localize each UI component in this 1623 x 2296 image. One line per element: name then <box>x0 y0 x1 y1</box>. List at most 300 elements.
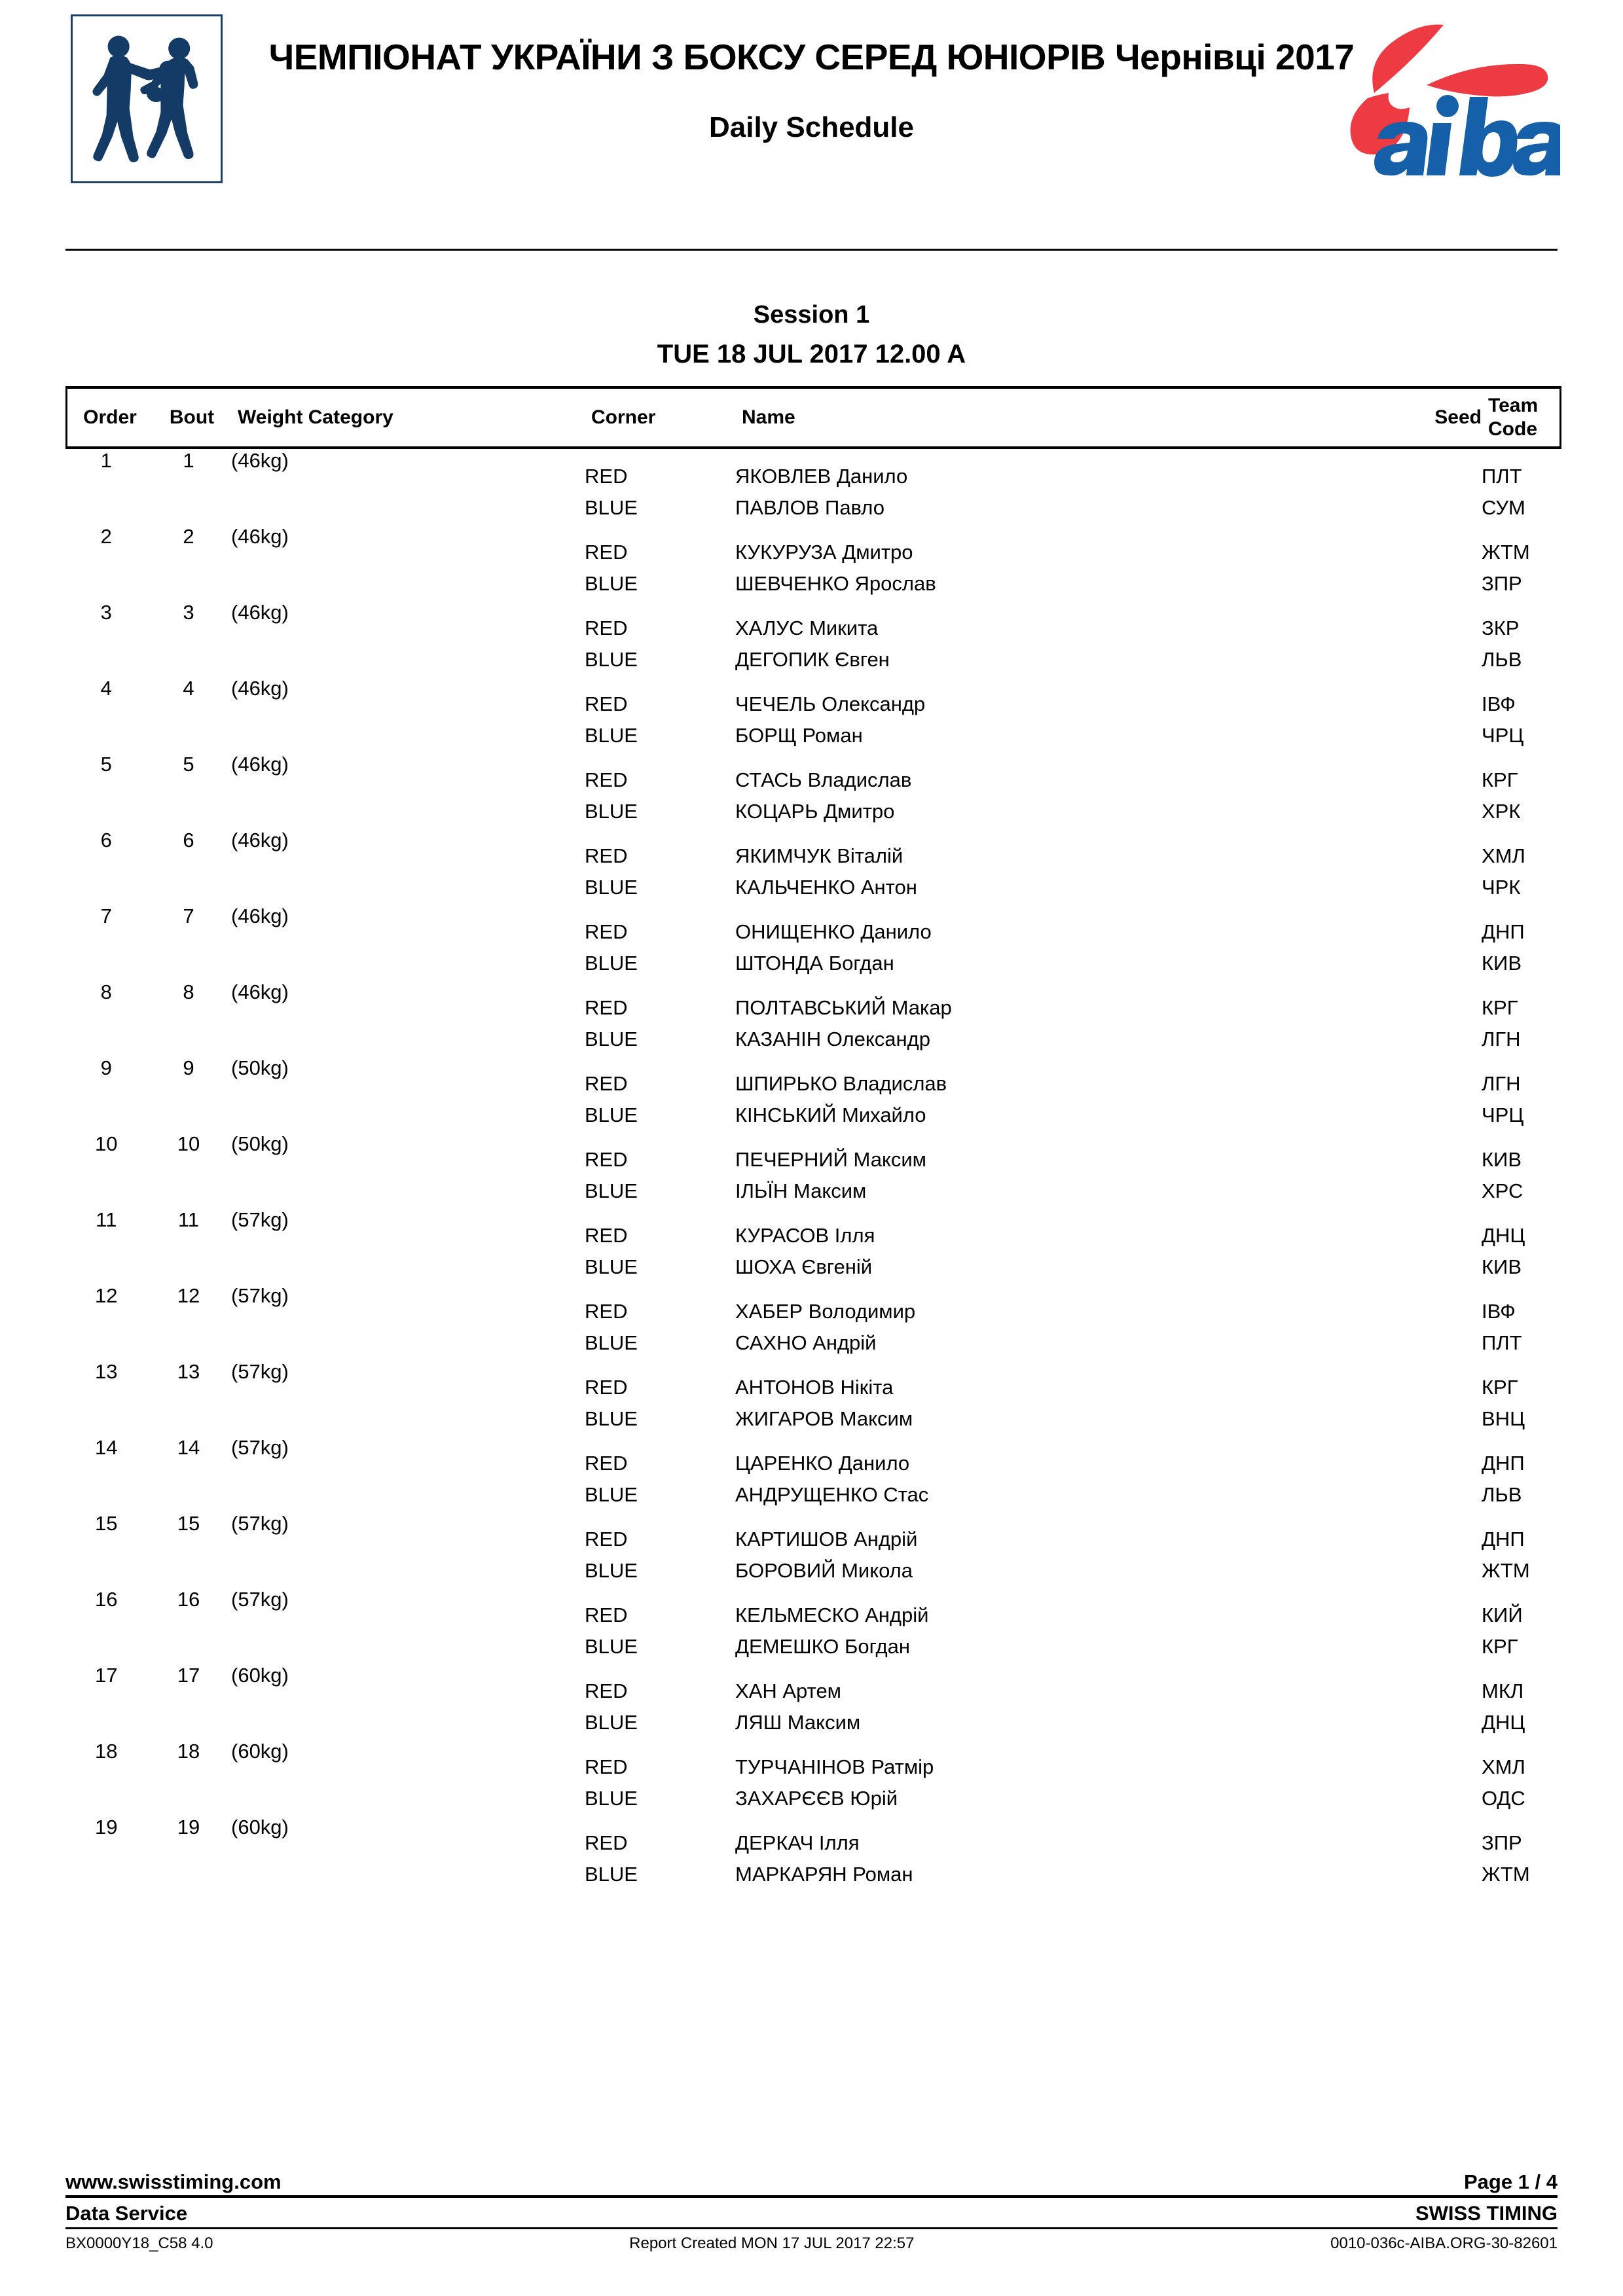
bout-corner <box>585 905 735 979</box>
column-header-name <box>735 387 1285 448</box>
boxer-name-red: КУРАСОВ Ілля <box>735 1223 875 1247</box>
bout-weight-category: (46kg) <box>231 980 289 1003</box>
bout-order: 3 <box>100 600 112 624</box>
bout-corner-red: RED <box>585 692 628 715</box>
boxer-name-blue: ПАВЛОВ Павло <box>735 495 884 519</box>
boxer-name-blue: ШТОНДА Богдан <box>735 951 894 975</box>
bout-corner <box>585 1436 735 1511</box>
bout-corner <box>585 1588 735 1662</box>
boxer-team-code-blue: ВНЦ <box>1482 1407 1525 1430</box>
bout-corner-blue: BLUE <box>585 647 638 671</box>
column-header-name-label: Name <box>742 406 795 428</box>
bout-order: 8 <box>100 980 112 1003</box>
boxer-seed <box>1285 980 1482 1055</box>
boxer-team-code <box>1482 525 1561 600</box>
boxer-name-red: ЯКИМЧУК Віталій <box>735 844 903 867</box>
boxer-name-blue: КІНСЬКИЙ Михайло <box>735 1103 926 1126</box>
boxer-seed <box>1285 1816 1482 1890</box>
bout-order: 12 <box>95 1283 118 1307</box>
bout-corner-red: RED <box>585 768 628 791</box>
column-header-team-code <box>1482 387 1561 448</box>
bout-number: 17 <box>177 1663 200 1687</box>
boxer-team-code <box>1482 601 1561 675</box>
bout-number: 4 <box>183 676 194 700</box>
boxer-name-red: ОНИЩЕНКО Данило <box>735 920 932 943</box>
session-datetime: TUE 18 JUL 2017 12.00 A <box>657 339 966 368</box>
boxer-team-code-red: ДНП <box>1482 920 1525 943</box>
bout-corner-blue: BLUE <box>585 1255 638 1278</box>
bout-corner-red: RED <box>585 1147 628 1171</box>
boxer-team-code <box>1482 1360 1561 1435</box>
boxer-name-red: АНТОНОВ Нікіта <box>735 1375 894 1399</box>
boxer-team-code-blue: ЧРЦ <box>1482 723 1524 747</box>
boxer-name <box>735 1132 1285 1207</box>
bout-number: 3 <box>183 600 194 624</box>
bout-corner-red: RED <box>585 1755 628 1778</box>
footer-row-meta <box>65 2234 1558 2253</box>
bout-weight-category: (57kg) <box>231 1208 289 1231</box>
boxer-team-code <box>1482 1208 1561 1283</box>
bout-corner <box>585 1284 735 1359</box>
bout-corner <box>585 1360 735 1435</box>
column-header-weight-label: Weight Category <box>238 406 393 428</box>
boxer-name-red: ХАЛУС Микита <box>735 616 879 639</box>
bout-number: 6 <box>183 828 194 852</box>
boxer-name-red: ПЕЧЕРНИЙ Максим <box>735 1147 926 1171</box>
boxer-seed-red <box>1285 1436 1482 1479</box>
boxer-seed-blue <box>1285 1783 1482 1814</box>
footer-row-website <box>65 2170 1558 2194</box>
bout-weight-category: (46kg) <box>231 904 289 927</box>
bout-weight-category: (46kg) <box>231 752 289 776</box>
footer-divider-2 <box>65 2227 1558 2229</box>
boxer-name-blue: БОРЩ Роман <box>735 723 863 747</box>
boxer-team-code-blue: ХРК <box>1482 799 1521 823</box>
bout-corner <box>585 1056 735 1131</box>
boxer-name <box>735 1208 1285 1283</box>
bout-number: 19 <box>177 1815 200 1839</box>
boxer-name-red: ЧЕЧЕЛЬ Олександр <box>735 692 926 715</box>
table-row <box>67 1512 1561 1587</box>
boxer-seed-red <box>1285 1816 1482 1859</box>
boxer-name <box>735 1284 1285 1359</box>
table-row <box>67 448 1561 524</box>
boxer-seed <box>1285 905 1482 979</box>
boxer-team-code-red: КИЙ <box>1482 1603 1523 1626</box>
boxer-seed-red <box>1285 1284 1482 1327</box>
boxer-team-code-red: КРГ <box>1482 996 1518 1019</box>
boxer-name-red: КУКУРУЗА Дмитро <box>735 540 913 564</box>
boxer-team-code-red: КРГ <box>1482 1375 1518 1399</box>
boxer-team-code-blue: ДНЦ <box>1482 1710 1525 1734</box>
boxer-team-code <box>1482 1816 1561 1890</box>
table-header <box>67 387 1561 448</box>
table-row <box>67 905 1561 979</box>
bout-corner-blue: BLUE <box>585 1862 638 1886</box>
boxer-seed-red <box>1285 980 1482 1024</box>
column-header-seed <box>1285 387 1482 448</box>
boxer-name-red: ДЕРКАЧ Ілля <box>735 1831 860 1854</box>
bout-corner-red: RED <box>585 540 628 564</box>
event-title: ЧЕМПІОНАТ УКРАЇНИ З БОКСУ СЕРЕД ЮНІОРІВ Чернівці 2017 <box>268 37 1355 77</box>
boxer-team-code <box>1482 1436 1561 1511</box>
footer-divider-1 <box>65 2195 1558 2198</box>
bout-weight-category: (60kg) <box>231 1739 289 1763</box>
boxer-team-code-blue: КИВ <box>1482 1255 1522 1278</box>
boxer-team-code-blue: ЖТМ <box>1482 1558 1530 1582</box>
boxer-seed <box>1285 601 1482 675</box>
bout-number: 14 <box>177 1435 200 1459</box>
column-header-team-line1: Team <box>1488 395 1539 417</box>
boxer-name <box>735 1512 1285 1587</box>
bout-weight-category: (50kg) <box>231 1056 289 1079</box>
boxer-name <box>735 905 1285 979</box>
bout-corner-red: RED <box>585 1831 628 1854</box>
bout-weight-category: (60kg) <box>231 1815 289 1839</box>
bout-corner <box>585 980 735 1055</box>
boxer-seed-red <box>1285 753 1482 796</box>
boxer-team-code-blue: ЛЬВ <box>1482 647 1522 671</box>
table-row <box>67 829 1561 903</box>
table-row <box>67 1208 1561 1283</box>
bout-corner-blue: BLUE <box>585 495 638 519</box>
column-header-corner <box>585 387 735 448</box>
session-name: Session 1 <box>753 301 870 329</box>
boxer-seed-red <box>1285 1740 1482 1783</box>
bout-order: 2 <box>100 524 112 548</box>
boxer-seed-blue <box>1285 872 1482 903</box>
report-created: Report Created MON 17 JUL 2017 22:57 <box>629 2234 915 2252</box>
boxer-team-code-red: ДНЦ <box>1482 1223 1525 1247</box>
session-block <box>65 301 1558 369</box>
boxer-name-blue: ІЛЬЇН Максим <box>735 1179 867 1202</box>
boxer-team-code-red: ЗКР <box>1482 616 1520 639</box>
boxer-seed-red <box>1285 1512 1482 1555</box>
boxer-seed <box>1285 448 1482 524</box>
boxer-name-blue: ДЕМЕШКО Богдан <box>735 1634 910 1658</box>
bout-corner <box>585 1664 735 1738</box>
bout-order: 7 <box>100 904 112 927</box>
table-row <box>67 1436 1561 1511</box>
boxer-team-code-red: ДНП <box>1482 1527 1525 1551</box>
boxer-team-code <box>1482 1664 1561 1738</box>
boxer-team-code-red: КРГ <box>1482 768 1518 791</box>
column-header-seed-label: Seed <box>1434 406 1482 428</box>
bout-number: 11 <box>177 1208 200 1231</box>
bout-number: 10 <box>177 1132 200 1155</box>
bout-order: 10 <box>95 1132 118 1155</box>
boxer-team-code-blue: ЧРЦ <box>1482 1103 1524 1126</box>
bout-corner-red: RED <box>585 1603 628 1626</box>
boxer-seed-red <box>1285 1208 1482 1251</box>
bout-corner-blue: BLUE <box>585 1710 638 1734</box>
boxer-seed <box>1285 1208 1482 1283</box>
boxer-team-code <box>1482 1588 1561 1662</box>
bout-corner-red: RED <box>585 464 628 488</box>
bout-number: 2 <box>183 524 194 548</box>
bout-order: 9 <box>100 1056 112 1079</box>
bout-weight-category: (60kg) <box>231 1663 289 1687</box>
bout-weight-category: (50kg) <box>231 1132 289 1155</box>
boxer-name <box>735 980 1285 1055</box>
boxer-name-red: КЕЛЬМЕСКО Андрій <box>735 1603 929 1626</box>
report-code: BX0000Y18_C58 4.0 <box>65 2234 213 2252</box>
column-header-bout-label: Bout <box>169 406 215 428</box>
boxer-team-code-blue: КИВ <box>1482 951 1522 975</box>
boxer-seed-blue <box>1285 1175 1482 1207</box>
boxer-team-code-blue: ЖТМ <box>1482 1862 1530 1886</box>
boxer-seed-blue <box>1285 1327 1482 1359</box>
boxer-name-red: КАРТИШОВ Андрій <box>735 1527 918 1551</box>
boxer-team-code-blue: СУМ <box>1482 495 1525 519</box>
boxer-seed-blue <box>1285 1479 1482 1511</box>
header-divider <box>65 249 1558 251</box>
table-row <box>67 753 1561 827</box>
bout-order: 17 <box>95 1663 118 1687</box>
column-header-team-code-group <box>1482 394 1559 440</box>
boxer-team-code-blue: ОДС <box>1482 1786 1525 1810</box>
column-header-bout <box>146 387 231 448</box>
boxer-seed-red <box>1285 1664 1482 1707</box>
boxer-name-blue: САХНО Андрій <box>735 1331 877 1354</box>
boxer-seed-blue <box>1285 1707 1482 1738</box>
bout-weight-category: (46kg) <box>231 828 289 852</box>
bout-corner <box>585 829 735 903</box>
boxer-team-code <box>1482 1512 1561 1587</box>
boxer-seed <box>1285 1056 1482 1131</box>
bout-corner-red: RED <box>585 1375 628 1399</box>
column-header-order-label: Order <box>83 406 137 428</box>
document-id: 0010-036c-AIBA.ORG-30-82601 <box>1330 2234 1558 2252</box>
boxer-name-red: ЯКОВЛЕВ Данило <box>735 464 908 488</box>
bout-corner-blue: BLUE <box>585 1634 638 1658</box>
bout-order: 6 <box>100 828 112 852</box>
boxer-seed <box>1285 677 1482 751</box>
bout-corner <box>585 601 735 675</box>
column-header-corner-label: Corner <box>591 406 656 428</box>
bout-number: 5 <box>183 752 194 776</box>
bout-corner-red: RED <box>585 1071 628 1095</box>
bout-corner-blue: BLUE <box>585 1786 638 1810</box>
bout-weight-category: (57kg) <box>231 1359 289 1383</box>
boxer-seed <box>1285 1132 1482 1207</box>
boxer-seed-blue <box>1285 568 1482 600</box>
boxer-team-code-red: ХМЛ <box>1482 1755 1525 1778</box>
bout-corner <box>585 1740 735 1814</box>
boxer-seed <box>1285 1360 1482 1435</box>
boxer-seed-blue <box>1285 720 1482 751</box>
boxer-seed <box>1285 1284 1482 1359</box>
boxer-name <box>735 601 1285 675</box>
footer-row-service <box>65 2202 1558 2225</box>
boxer-seed-red <box>1285 677 1482 720</box>
bout-number: 8 <box>183 980 194 1003</box>
bout-corner <box>585 1816 735 1890</box>
boxer-team-code <box>1482 1056 1561 1131</box>
boxer-team-code-blue: ЧРК <box>1482 875 1521 899</box>
bout-order: 19 <box>95 1815 118 1839</box>
boxer-name-blue: КАЛЬЧЕНКО Антон <box>735 875 917 899</box>
bout-corner-blue: BLUE <box>585 1179 638 1202</box>
table-row <box>67 1056 1561 1131</box>
bout-corner-blue: BLUE <box>585 1482 638 1506</box>
boxer-team-code <box>1482 1132 1561 1207</box>
bout-weight-category: (46kg) <box>231 676 289 700</box>
boxer-name-blue: БОРОВИЙ Микола <box>735 1558 913 1582</box>
boxer-seed-blue <box>1285 1859 1482 1890</box>
bout-number: 18 <box>177 1739 200 1763</box>
boxer-seed-blue <box>1285 1024 1482 1055</box>
boxer-seed-red <box>1285 1588 1482 1631</box>
document-subtitle: Daily Schedule <box>708 111 914 143</box>
bout-order: 5 <box>100 752 112 776</box>
bout-corner-blue: BLUE <box>585 951 638 975</box>
boxer-seed-red <box>1285 829 1482 872</box>
boxer-team-code <box>1482 677 1561 751</box>
bout-weight-category: (57kg) <box>231 1587 289 1611</box>
boxer-team-code-blue: КРГ <box>1482 1634 1518 1658</box>
boxer-name <box>735 448 1285 524</box>
bout-number: 16 <box>177 1587 200 1611</box>
bout-number: 13 <box>177 1359 200 1383</box>
bout-corner-blue: BLUE <box>585 723 638 747</box>
bout-corner <box>585 1208 735 1283</box>
boxer-team-code-blue: ЛЬВ <box>1482 1482 1522 1506</box>
boxer-team-code <box>1482 905 1561 979</box>
bout-number: 12 <box>177 1283 200 1307</box>
boxer-name-blue: ЛЯШ Максим <box>735 1710 861 1734</box>
boxer-name-blue: ЗАХАРЄЄВ Юрій <box>735 1786 898 1810</box>
bout-corner-blue: BLUE <box>585 1407 638 1430</box>
table-body <box>67 448 1561 1890</box>
bout-number: 15 <box>177 1511 200 1535</box>
bout-corner <box>585 448 735 524</box>
boxer-seed-red <box>1285 1360 1482 1403</box>
bout-order: 4 <box>100 676 112 700</box>
bout-corner-blue: BLUE <box>585 799 638 823</box>
boxer-name <box>735 677 1285 751</box>
bout-order: 16 <box>95 1587 118 1611</box>
bout-order: 15 <box>95 1511 118 1535</box>
boxer-team-code-red: ЛГН <box>1482 1071 1521 1095</box>
boxer-name-red: ХАБЕР Володимир <box>735 1299 916 1323</box>
boxer-seed-blue <box>1285 1100 1482 1131</box>
boxer-seed-blue <box>1285 1403 1482 1435</box>
bout-corner-red: RED <box>585 996 628 1019</box>
table-row <box>67 1664 1561 1738</box>
bout-weight-category: (46kg) <box>231 524 289 548</box>
boxer-team-code-blue: ХРС <box>1482 1179 1523 1202</box>
boxer-seed-red <box>1285 1132 1482 1175</box>
boxer-name-blue: ШЕВЧЕНКО Ярослав <box>735 571 936 595</box>
page-header <box>65 0 1558 196</box>
boxer-team-code-red: ДНП <box>1482 1451 1525 1475</box>
boxer-name-red: СТАСЬ Владислав <box>735 768 912 791</box>
boxer-seed <box>1285 1664 1482 1738</box>
column-header-weight-category <box>231 387 585 448</box>
bout-corner-red: RED <box>585 920 628 943</box>
bout-corner-red: RED <box>585 1299 628 1323</box>
bout-corner <box>585 753 735 827</box>
boxer-seed <box>1285 829 1482 903</box>
boxer-seed-blue <box>1285 948 1482 979</box>
table-row <box>67 1740 1561 1814</box>
boxer-name-red: ТУРЧАНІНОВ Ратмір <box>735 1755 934 1778</box>
bout-corner-blue: BLUE <box>585 1331 638 1354</box>
boxer-team-code-red: ЖТМ <box>1482 540 1530 564</box>
boxer-seed-red <box>1285 525 1482 568</box>
boxer-team-code-red: ХМЛ <box>1482 844 1525 867</box>
bout-corner <box>585 1512 735 1587</box>
bout-corner-red: RED <box>585 616 628 639</box>
table-row <box>67 980 1561 1055</box>
table-row <box>67 677 1561 751</box>
boxer-seed-red <box>1285 1056 1482 1100</box>
boxer-seed-red <box>1285 601 1482 644</box>
bout-order: 11 <box>96 1208 117 1231</box>
bout-corner-blue: BLUE <box>585 1027 638 1050</box>
boxer-seed <box>1285 1436 1482 1511</box>
boxer-name <box>735 829 1285 903</box>
schedule-table <box>65 386 1561 1890</box>
boxer-seed-blue <box>1285 644 1482 675</box>
boxer-team-code <box>1482 980 1561 1055</box>
boxer-name-blue: ЖИГАРОВ Максим <box>735 1407 913 1430</box>
boxer-name <box>735 753 1285 827</box>
boxer-seed <box>1285 1588 1482 1662</box>
boxer-team-code-red: ЗПР <box>1482 1831 1522 1854</box>
bout-number: 1 <box>183 448 194 472</box>
bout-order: 13 <box>95 1359 118 1383</box>
boxer-name <box>735 1816 1285 1890</box>
boxer-team-code <box>1482 1284 1561 1359</box>
boxer-name-blue: АНДРУЩЕНКО Стас <box>735 1482 929 1506</box>
bout-order: 18 <box>95 1739 118 1763</box>
boxer-seed <box>1285 1740 1482 1814</box>
table-row <box>67 601 1561 675</box>
boxer-name <box>735 525 1285 600</box>
page-footer <box>65 2170 1558 2253</box>
swisstiming-website[interactable]: www.swisstiming.com <box>65 2170 282 2193</box>
bout-corner-blue: BLUE <box>585 875 638 899</box>
boxer-team-code <box>1482 1740 1561 1814</box>
bout-corner-blue: BLUE <box>585 571 638 595</box>
boxer-seed-blue <box>1285 1555 1482 1587</box>
boxer-team-code <box>1482 448 1561 524</box>
boxer-team-code-red: ІВФ <box>1482 692 1516 715</box>
boxer-name-red: ХАН Артем <box>735 1679 841 1702</box>
boxer-name <box>735 1740 1285 1814</box>
table-row <box>67 1132 1561 1207</box>
boxer-name <box>735 1588 1285 1662</box>
boxer-seed-red <box>1285 905 1482 948</box>
boxer-team-code <box>1482 753 1561 827</box>
boxer-name-blue: КАЗАНІН Олександр <box>735 1027 930 1050</box>
bout-corner <box>585 677 735 751</box>
bout-corner-red: RED <box>585 1451 628 1475</box>
boxer-team-code <box>1482 829 1561 903</box>
column-header-order <box>67 387 147 448</box>
boxer-seed-blue <box>1285 796 1482 827</box>
bout-order: 14 <box>95 1435 118 1459</box>
boxer-team-code-red: КИВ <box>1482 1147 1522 1171</box>
boxer-name-red: ПОЛТАВСЬКИЙ Макар <box>735 996 952 1019</box>
bout-corner-red: RED <box>585 844 628 867</box>
boxer-name-blue: КОЦАРЬ Дмитро <box>735 799 895 823</box>
bout-weight-category: (46kg) <box>231 600 289 624</box>
boxer-name <box>735 1056 1285 1131</box>
boxer-name <box>735 1436 1285 1511</box>
